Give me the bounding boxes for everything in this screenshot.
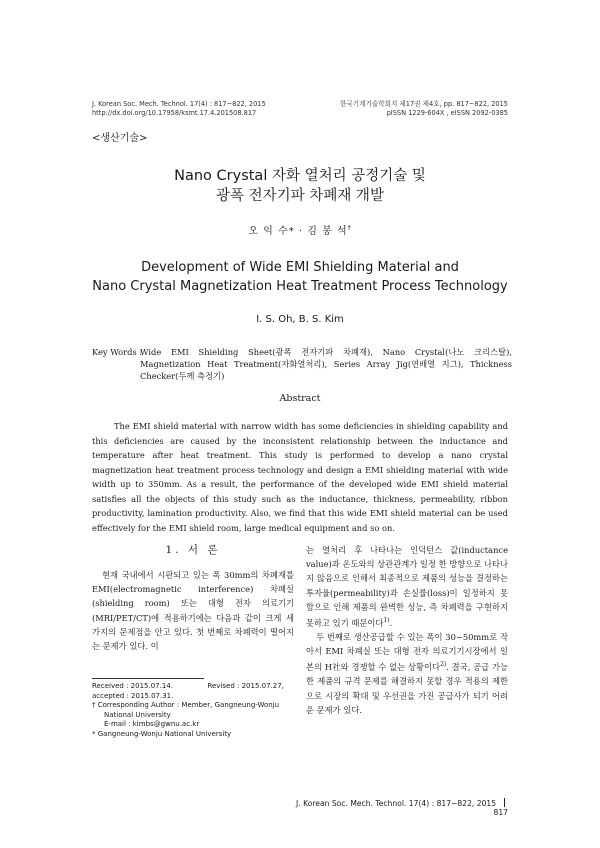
journal-header-left xyxy=(92,100,266,118)
korean-authors-names: 오 익 수* · 김 봉 석 xyxy=(248,226,348,237)
page-number: 817 xyxy=(493,808,508,817)
abstract-text: The EMI shield material with narrow width has some deficiencies in shielding capability and this deficiencies are caused by the inconsistent relationship between the inductance and temperature after heat treatment. This study is performed to develop a nano crystal magnetization heat treatment process technology and design a EMI shielding material with wide width up to 350mm. As a result, the performance of the developed wide EMI shield material satisfies all the objects of this study such as the inductance, thickness, permeability, ribbon productivity, lamination productivity. Also, we find that this wide EMI shield material can be used effectively for the EMI shield room, large medical equipment and so on. xyxy=(92,421,508,533)
english-title xyxy=(0,258,600,296)
left-column xyxy=(92,568,294,653)
section-1-heading: 1. 서 론 xyxy=(165,544,221,556)
corresponding-author: Corresponding Author : Member, Gangneung-Wonju xyxy=(97,701,280,710)
revised-date: Revised : 2015.07.27, xyxy=(207,682,284,690)
footnote-divider xyxy=(92,678,204,679)
journal-citation-korean: 한국기계기술학회지 제17권 제4호, pp. 817~822, 2015 xyxy=(339,100,508,108)
korean-title xyxy=(0,166,600,206)
footer-separator xyxy=(504,798,506,807)
doi-link[interactable]: http://dx.doi.org/10.17958/ksmt.17.4.201508.817 xyxy=(92,109,257,117)
corresponding-institution: National University xyxy=(104,710,171,719)
abstract-body xyxy=(92,419,508,535)
accepted-date: accepted : 2015.07.31. xyxy=(92,691,174,700)
keywords-label: Key Words : xyxy=(92,347,143,357)
english-title-line2: Nano Crystal Magnetization Heat Treatment Process Technology xyxy=(92,279,508,294)
footnotes xyxy=(92,682,302,740)
author-email[interactable]: E-mail : kimbs@gwnu.ac.kr xyxy=(104,720,200,729)
affiliation: Gangneung-Wonju National University xyxy=(97,729,232,738)
corresponding-author-mark: † xyxy=(92,701,96,710)
footer-citation: J. Korean Soc. Mech. Technol. 17(4) : 817~822, 2015 xyxy=(296,799,497,808)
korean-title-line1: Nano Crystal 자화 열처리 공정기술 및 xyxy=(174,168,426,184)
intro-p1-text: 는 열처리 후 나타나는 인덕턴스 값(inductance value)과 온도와의 상관관계가 일정 한 방향으로 나타나지 않음으로 인해서 최종적으로 제품의 성능을 결정하는 투자율(permeability)과 손실률(loss)이 일정하지 못함으로 인해 제품의 완벽한 성능, 즉 차폐력을 구현하지 못하고 있기 때문이다 xyxy=(306,545,508,628)
intro-paragraph-left: 현재 국내에서 시판되고 있는 폭 30mm의 차폐재를 EMI(electromagnetic interference) 차폐실(shielding room) 또는 대형 전자 의료기기 (MRI/PET/CT)에 적용하기에는 다음과 같이 크게 세 가지의 문제점을 안고 있다. 첫 번째로 차폐력이 떨어지는 문제가 있다. 이 xyxy=(92,570,294,652)
page-footer xyxy=(290,798,508,817)
section-tag: <생산기술> xyxy=(92,133,148,144)
intro-paragraph-right-2 xyxy=(306,630,508,717)
corresponding-mark: † xyxy=(347,224,352,232)
intro-p2-end: . 결국, 공급 가능한 제품의 규격 문제를 해결하지 못할 경우 적용의 제한으로 시장의 확대 및 우선권을 가진 공급사가 되기 어려운 문제가 있다. xyxy=(306,662,508,715)
abstract-heading: Abstract xyxy=(279,393,321,404)
english-title-line1: Development of Wide EMI Shielding Material and xyxy=(141,260,459,275)
intro-p1-end: . xyxy=(389,617,393,628)
affiliation-mark: * xyxy=(92,729,96,738)
received-date: Received : 2015.07.14. xyxy=(92,682,173,690)
right-column xyxy=(306,543,508,717)
journal-header-right xyxy=(340,100,508,118)
affiliation-line xyxy=(92,730,302,740)
corresponding-author-line xyxy=(92,701,302,711)
issn-line: pISSN 1229-604X , eISSN 2092-0385 xyxy=(386,109,508,117)
keywords-text: Wide EMI Shielding Sheet(광폭 전자기파 차폐재), Nano Crystal(나노 크리스탈), Magnetization Heat Treatment(자화열처리), Series Array Jig(연배열 지그), Thickness Checker(두께 측정기) xyxy=(140,347,512,381)
reference-1[interactable]: 1) xyxy=(383,617,390,625)
korean-title-line2: 광폭 전자기파 차폐재 개발 xyxy=(216,188,384,204)
english-authors: I. S. Oh, B. S. Kim xyxy=(256,314,344,325)
received-revised-line xyxy=(92,682,302,692)
journal-citation: J. Korean Soc. Mech. Technol. 17(4) : 817~822, 2015 xyxy=(92,100,266,108)
reference-2[interactable]: 2) xyxy=(440,661,447,669)
korean-authors xyxy=(0,222,600,237)
intro-paragraph-right-1 xyxy=(306,543,508,630)
intro-p2-text: 두 번째로 생산공급할 수 있는 폭이 30~50mm로 작아서 EMI 차폐실 또는 대형 전자 의료기기시장에서 일본의 H社와 경쟁할 수 없는 상황이다 xyxy=(306,631,508,673)
